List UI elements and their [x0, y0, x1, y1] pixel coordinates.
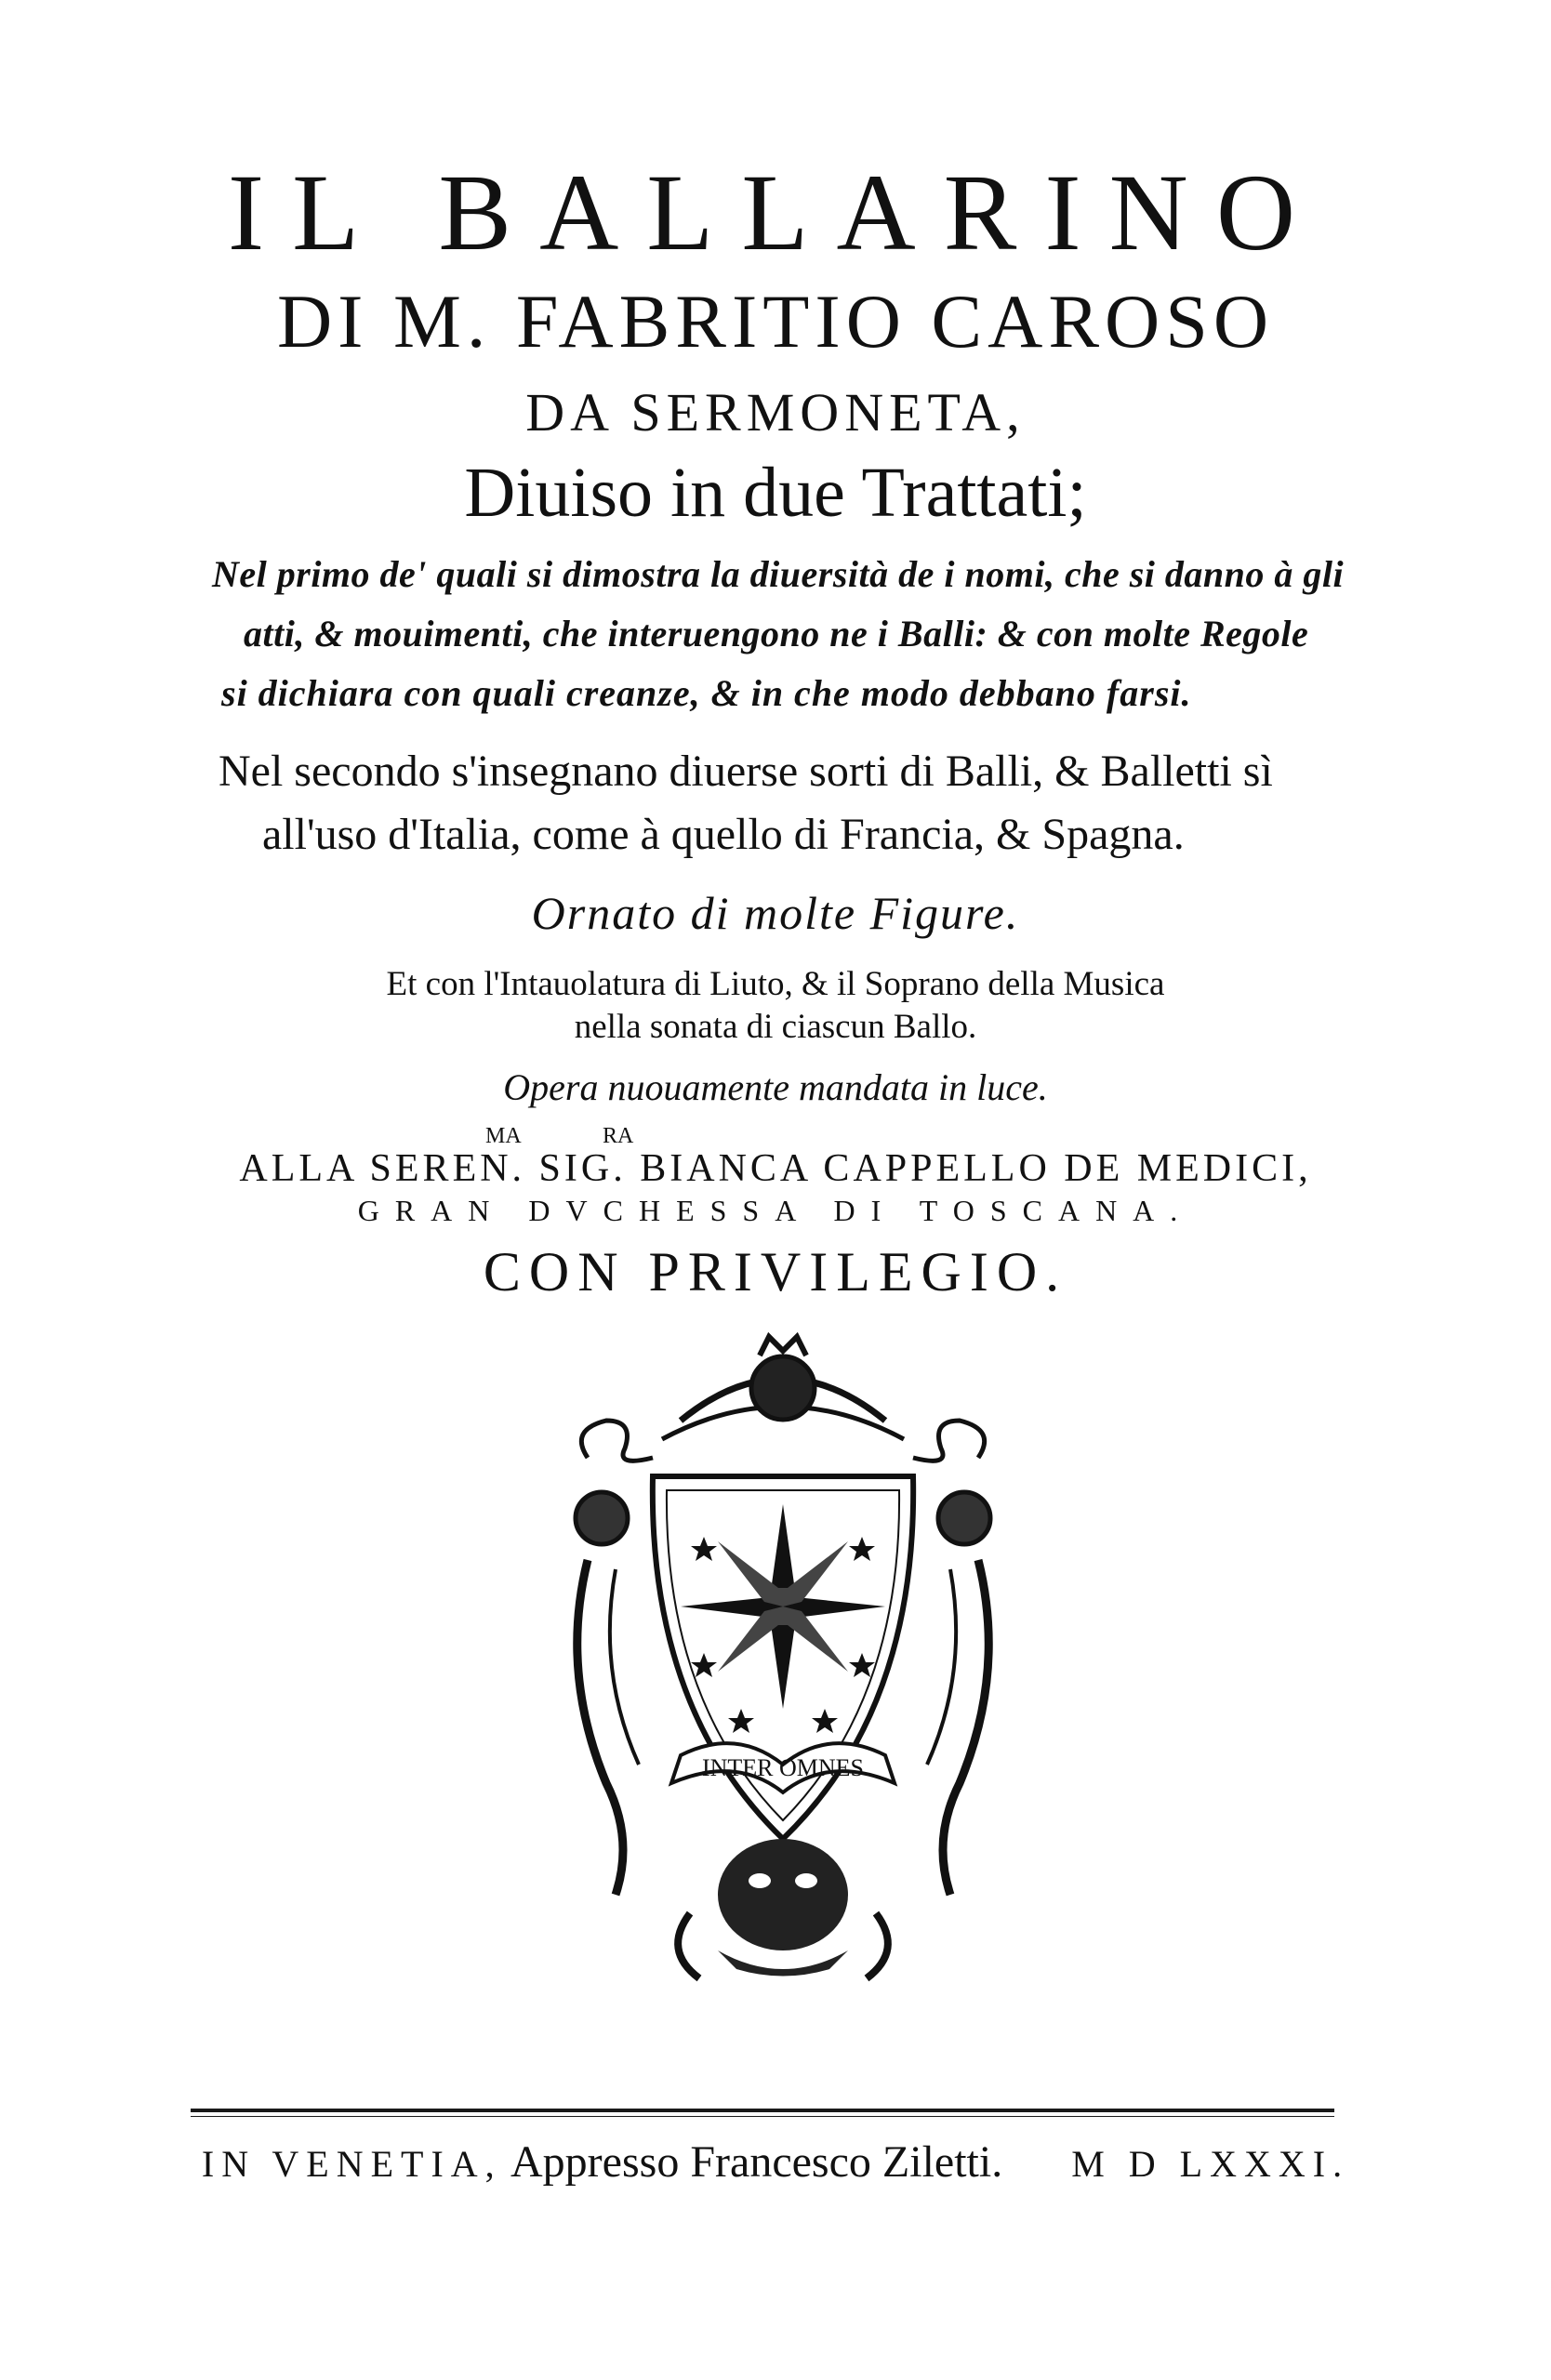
imprint-rule-thin [191, 2116, 1334, 2117]
superscript-ra: RA [603, 1124, 634, 1148]
printers-device-icon [550, 1318, 1015, 1988]
author-origin: DA SERMONETA, [525, 382, 1026, 443]
opera-line: Opera nuouamente mandata in luce. [503, 1066, 1048, 1108]
second-treatise-line-2: all'uso d'Italia, come à quello di Francia, & Spagna. [262, 810, 1185, 859]
imprint-city: IN VENETIA, [201, 2143, 502, 2185]
dedication-line: ALLA SEREN. SIG. BIANCA CAPPELLO DE MEDICI, [239, 1147, 1312, 1190]
second-treatise-line-1: Nel secondo s'insegnano diuerse sorti di Balli, & Balletti sì [219, 747, 1273, 796]
duchess-line: GRAN DVCHESSA DI TOSCANA. [357, 1194, 1194, 1227]
subtitle: Diuiso in due Trattati; [464, 454, 1087, 532]
first-treatise-line-2: atti, & mouimenti, che interuengono ne i Balli: & con molte Regole [244, 613, 1309, 654]
imprint-printer: Appresso Francesco Ziletti. [510, 2137, 1003, 2187]
author-line: DI M. FABRITIO CAROSO [276, 279, 1275, 364]
superscript-ma: MA [485, 1124, 522, 1148]
first-treatise-line-3: si dichiara con quali creanze, & in che modo debbano farsi. [221, 672, 1192, 714]
privilege-line: CON PRIVILEGIO. [483, 1241, 1068, 1302]
lute-line-2: nella sonata di ciascun Ballo. [574, 1008, 977, 1046]
lute-line-1: Et con l'Intauolatura di Liuto, & il Soprano della Musica [386, 965, 1165, 1003]
imprint-line [0, 2137, 1551, 2187]
book-title: IL BALLARINO [227, 152, 1324, 273]
ornato-line: Ornato di molte Figure. [531, 887, 1020, 939]
imprint-year: M D LXXXI. [1071, 2143, 1350, 2185]
device-motto: INTER OMNES [701, 1754, 865, 1781]
first-treatise-line-1: Nel primo de' quali si dimostra la diuersità de i nomi, che si danno à gli [212, 553, 1345, 595]
imprint-rule [191, 2109, 1334, 2112]
